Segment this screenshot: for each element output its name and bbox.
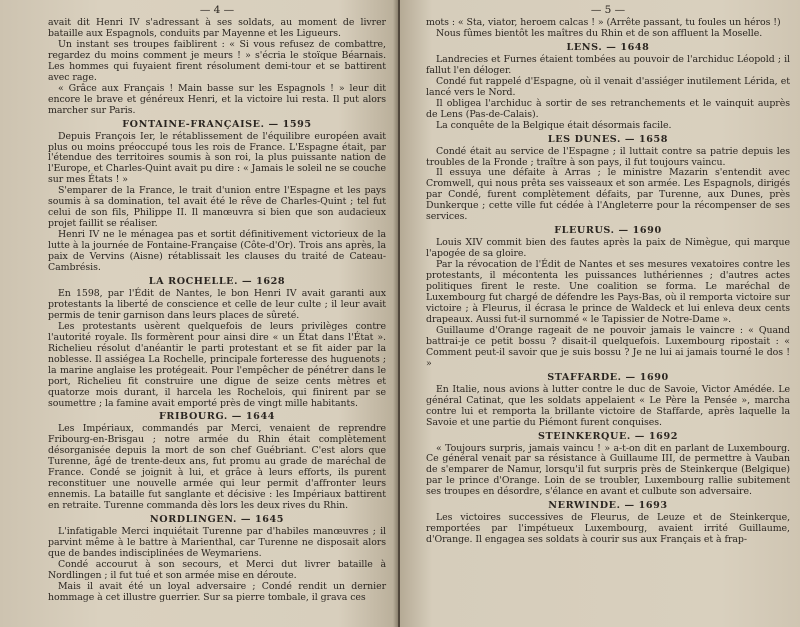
section-heading: LA ROCHELLE. — 1628: [148, 275, 286, 287]
section-heading: FONTAINE-FRANÇAISE. — 1595: [122, 118, 312, 130]
paragraph: Condé accourut à son secours, et Merci dut livrer bataille à Nordlingen ; il fut tué et son armée mise en déroute.: [48, 558, 386, 581]
right-page-body: [426, 18, 790, 546]
paragraph: mots : « Sta, viator, heroem calcas ! » (Arrête passant, tu foules un héros !): [426, 17, 781, 28]
paragraph: Par la révocation de l'Édit de Nantes et ses mesures vexatoires contre les protestants, il mécontenta les puissances luthériennes ; d'autres actes politiques firent le reste. Une coalition se forma. Le maréchal de Luxembourg fut chargé de défendre les Pays-Bas, où il remporta victoire sur victoire ; à Fleurus, il écrasa le prince de Waldeck et lui enleva deux cents drapeaux. Aussi fut-il surnommé « le Tapissier de Notre-Dame ».: [426, 259, 790, 325]
paragraph: Henri IV ne le ménagea pas et sortit définitivement victorieux de la lutte à la journée de Fontaine-Française (Côte-d'Or). Trois ans après, la paix de Vervins (Aisne) rétablissait les clauses du traité de Cateau-Cambrésis.: [48, 229, 386, 274]
paragraph: Il obligea l'archiduc à sortir de ses retranchements et le vainquit auprès de Lens (Pas-de-Calais).: [426, 97, 790, 120]
paragraph: Les protestants usèrent quelquefois de leurs privilèges contre l'autorité royale. Ils formèrent pour ainsi dire « un État dans l'État ». Richelieu résolut d'anéantir le parti protestant et se fit aider par la noblesse. Il assiégea La Rochelle, principale forteresse des huguenots ; la marine anglaise les protégeait. Pour l'empêcher de pénétrer dans le port, Richelieu fit construire une digue de seize cents mètres et quatorze mois durant, il harcela les Rochelois, qui finirent par se soumettre ; la famine avait emporté près de vingt mille habitants.: [48, 320, 386, 409]
left-page-body: [48, 18, 386, 604]
section-heading: STAFFARDE. — 1690: [547, 371, 669, 383]
section-heading: LES DUNES. — 1658: [547, 133, 669, 145]
paragraph: S'emparer de la France, le trait d'union entre l'Espagne et les pays soumis à sa domination, tel avait été le rêve de Charles-Quint ; tel fut celui de son fils, Philippe II. Il manœuvra si bien que son audacieux projet faillit se réaliser.: [48, 185, 386, 230]
paragraph: Mais il avait été un loyal adversaire ; Condé rendit un dernier hommage à cet illustre guerrier. Sur sa pierre tombale, il grava ces: [48, 580, 386, 603]
paragraph: « Grâce aux Français ! Main basse sur les Espagnols ! » leur dit encore le brave et généreux Henri, et la victoire lui resta. Il put alors marcher sur Paris.: [48, 82, 386, 116]
section-heading: NERWINDE. — 1693: [548, 500, 668, 512]
page-number-right: — 5 —: [590, 4, 626, 16]
left-page: [0, 0, 398, 627]
paragraph: La conquête de la Belgique était désormais facile.: [436, 119, 672, 131]
paragraph: « Toujours surpris, jamais vaincu ! » a-t-on dit en parlant de Luxembourg. Ce général venait par sa résistance à Guillaume III, de permettre à Vauban de s'emparer de Namur, lorsqu'il fut surpris près de Steinkerque (Belgique) par le prince d'Orange. Loin de se troubler, Luxembourg rallie subitement ses troupes en désordre, s'élance en avant et culbute son adversaire.: [426, 442, 790, 498]
paragraph: Nous fûmes bientôt les maîtres du Rhin et de son affluent la Moselle.: [436, 27, 763, 39]
paragraph: Un instant ses troupes faiblirent : « Si vous refusez de combattre, regardez du moins comment je meurs ! » s'écria le stoïque Béarnais. Les hommes qui fuyaient firent résolument demi-tour et se battirent avec rage.: [48, 38, 386, 83]
paragraph: Les Impériaux, commandés par Merci, venaient de reprendre Fribourg-en-Brisgau ; notre armée du Rhin était complètement désorganisée depuis la mort de son chef Guébriant. C'est alors que Turenne, âgé de trente-deux ans, fut promu au grade de maréchal de France. Condé se joignit à lui, et grâce à leurs efforts, ils purent reconstituer une nouvelle armée qui leur permit d'affronter leurs ennemis. La bataille fut sanglante et décisive : les Impériaux battirent en retraite. Turenne commanda dès lors les deux rives du Rhin.: [48, 423, 386, 512]
section-heading: LENS. — 1648: [566, 41, 650, 53]
paragraph: Guillaume d'Orange rageait de ne pouvoir jamais le vaincre : « Quand battrai-je ce petit bossu ? disait-il quelquefois. Luxembourg ripostait : « Comment peut-il savoir que je suis bossu ? Je ne lui ai jamais tourné le dos ! »: [426, 324, 790, 369]
paragraph: En 1598, par l'Édit de Nantes, le bon Henri IV avait garanti aux protestants la liberté de conscience et celle de leur culte ; il leur avait permis de tenir garnison dans leurs places de sûreté.: [48, 287, 386, 321]
paragraph: Il essuya une défaite à Arras ; le ministre Mazarin s'entendit avec Cromwell, qui nous prêta ses vaisseaux et son armée. Les Espagnols, dirigés par Condé, furent complètement défaits, par Turenne, aux Dunes, près Dunkerque ; cette ville fut cédée à l'Angleterre pour la récompenser de ses services.: [426, 167, 790, 223]
section-heading: FLEURUS. — 1690: [554, 225, 662, 237]
paragraph: Condé fut rappelé d'Espagne, où il venait d'assiéger inutilement Lérida, et lancé vers le Nord.: [426, 75, 790, 98]
paragraph: avait dit Henri IV s'adressant à ses soldats, au moment de livrer bataille aux Espagnols, conduits par Mayenne et les Ligueurs.: [48, 17, 386, 39]
section-heading: NORDLINGEN. — 1645: [149, 514, 285, 526]
paragraph: Depuis François Ier, le rétablissement de l'équilibre européen avait plus ou moins préoccupé tous les rois de France. L'Espagne était, par l'étendue des territoires soumis à son roi, la plus puissante nation de l'Europe, et Charles-Quint avait pu dire : « Jamais le soleil ne se couche sur mes États ! »: [48, 130, 386, 186]
paragraph: Louis XIV commit bien des fautes après la paix de Nimègue, qui marque l'apogée de sa gloire.: [426, 237, 790, 260]
paragraph: Condé était au service de l'Espagne ; il luttait contre sa patrie depuis les troubles de la Fronde ; traître à son pays, il fut toujours vaincu.: [426, 145, 790, 168]
paragraph: Les victoires successives de Fleurus, de Leuze et de Steinkerque, remportées par l'impétueux Luxembourg, avaient irrité Guillaume, d'Orange. Il engagea ses soldats à courir sus aux Français et à frap-: [426, 512, 790, 546]
paragraph: Landrecies et Furnes étaient tombées au pouvoir de l'archiduc Léopold ; il fallut l'en déloger.: [426, 53, 790, 76]
paragraph: L'infatigable Merci inquiétait Turenne par d'habiles manœuvres ; il parvint même à le battre à Marienthal, car Turenne ne disposait alors que de bandes indisciplinées de Weymariens.: [48, 526, 386, 559]
paragraph: En Italie, nous avions à lutter contre le duc de Savoie, Victor Amédée. Le général Catinat, que les soldats appelaient « Le Père la Pensée », marcha contre lui et remporta la brillante victoire de Staffarde, après laquelle la Savoie et une partie du Piémont furent conquises.: [426, 383, 790, 428]
section-heading: FRIBOURG. — 1644: [158, 411, 276, 423]
right-page: [400, 0, 800, 627]
page-number-left: — 4 —: [199, 4, 235, 16]
section-heading: STEINKERQUE. — 1692: [537, 430, 678, 442]
